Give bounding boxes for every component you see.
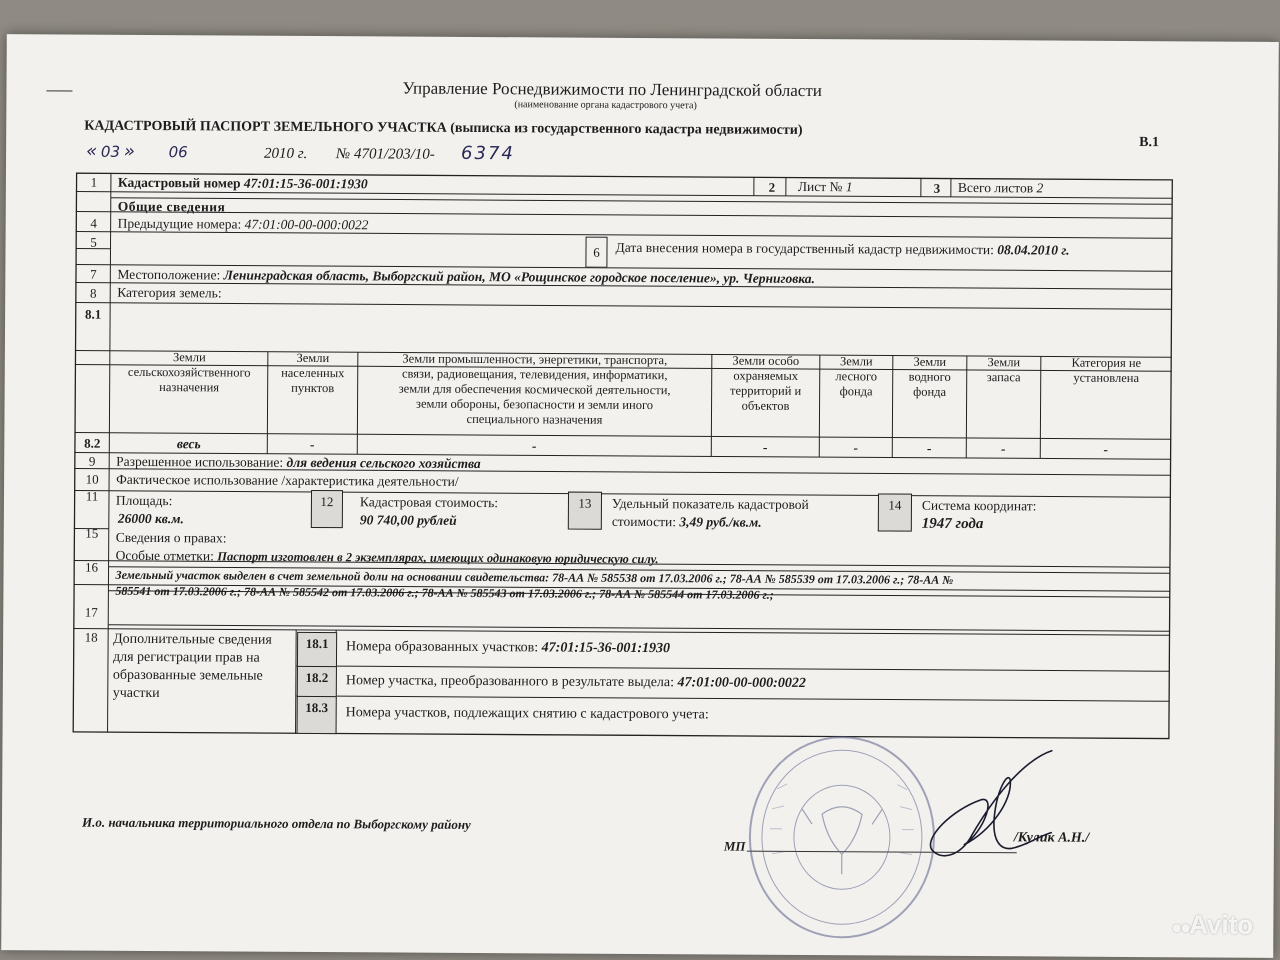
area-label: Площадь: bbox=[115, 492, 173, 509]
quote-close: » bbox=[123, 140, 135, 162]
cadastral-value-label: Кадастровая стоимость: bbox=[359, 494, 499, 511]
total-sheets-value: 2 bbox=[1036, 180, 1044, 196]
land-category-value-4: - bbox=[763, 439, 768, 455]
row-number-4: 4 bbox=[90, 215, 97, 231]
coordinate-system-value: 1947 года bbox=[921, 515, 984, 533]
land-category-value-7: - bbox=[1000, 441, 1006, 457]
formed-plots bbox=[346, 639, 670, 657]
land-category-header-1-line-1: Земли bbox=[172, 350, 206, 365]
land-category-header-3-line-3: земли для обеспечения космической деятельности, bbox=[398, 381, 671, 398]
official-title: И.о. начальника территориального отдела по Выборгскому району bbox=[81, 814, 471, 832]
land-category-header-2-line-3: пунктов bbox=[291, 380, 335, 396]
land-category-value-8: - bbox=[1103, 441, 1109, 457]
permitted-use-label: Разрешенное использование: bbox=[116, 453, 284, 470]
row-number-1: 1 bbox=[90, 174, 98, 190]
unit-value-label2: стоимости: bbox=[611, 513, 677, 530]
land-category-header-2-line-2: населенных bbox=[281, 365, 345, 381]
unit-value-line2 bbox=[612, 514, 762, 531]
formed-plots-value: 47:01:15-36-001:1930 bbox=[541, 640, 671, 657]
additional-info-label bbox=[113, 631, 272, 704]
row-number-17: 17 bbox=[84, 604, 98, 620]
source-plot-label: Номер участка, преобразованного в результате выдела: bbox=[345, 673, 675, 691]
area-value: 26000 кв.м. bbox=[117, 510, 184, 527]
row-number-16: 16 bbox=[85, 559, 99, 575]
cadastral-number-label: Кадастровый номер bbox=[117, 174, 241, 191]
land-category-header-6 bbox=[893, 355, 967, 400]
cell-number-13: 13 bbox=[568, 492, 602, 530]
passport-number: № 4701/203/10- bbox=[336, 146, 435, 163]
land-category-header-4-line-3: территорий и bbox=[729, 383, 802, 398]
cell-number-6: 6 bbox=[585, 237, 607, 268]
special-notes-label: Особые отметки: bbox=[115, 547, 214, 564]
location-label: Местоположение: bbox=[117, 266, 221, 283]
land-category-header-1 bbox=[111, 350, 268, 396]
special-notes bbox=[116, 548, 659, 567]
cell-number-18-2: 18.2 bbox=[297, 666, 337, 698]
row-number-5: 5 bbox=[90, 234, 97, 250]
land-category-header-7 bbox=[967, 355, 1041, 385]
additional-info-line2: для регистрации прав на bbox=[112, 649, 260, 666]
land-category-value-3: - bbox=[532, 438, 537, 454]
land-category-header-5 bbox=[820, 354, 893, 399]
land-category-header-3-line-4: земли обороны, безопасности и земли иного bbox=[416, 396, 654, 413]
row-number-18: 18 bbox=[84, 629, 98, 645]
land-category-value-2: - bbox=[310, 436, 315, 453]
previous-numbers-label: Предыдущие номера: bbox=[117, 215, 242, 232]
land-category-header-5-line-2: лесного bbox=[835, 369, 878, 384]
seal-place-label: МП bbox=[723, 838, 746, 854]
row-number-8: 8 bbox=[89, 285, 97, 301]
previous-numbers-value: 47:01:00-00-000:0022 bbox=[244, 216, 369, 233]
land-category-header-6-line-1: Земли bbox=[913, 354, 947, 369]
land-category-header-8-line-1: Категория не bbox=[1071, 355, 1142, 371]
cadastral-passport-sheet bbox=[1, 34, 1279, 958]
general-info-heading: Общие сведения bbox=[117, 198, 226, 215]
row-number-9: 9 bbox=[88, 453, 96, 469]
previous-numbers bbox=[118, 216, 369, 234]
land-category-header-5-line-3: фонда bbox=[839, 384, 873, 399]
land-category-header-7-line-2: запаса bbox=[986, 370, 1021, 385]
cadastral-value-value: 90 740,00 рублей bbox=[359, 512, 457, 528]
cell-number-14: 14 bbox=[878, 493, 912, 531]
additional-info-line1: Дополнительные сведения bbox=[113, 631, 272, 648]
land-category-value-1: весь bbox=[176, 436, 201, 452]
land-category-header-6-line-2: водного bbox=[908, 369, 951, 384]
land-category-header-4-line-2: охраняемых bbox=[733, 368, 799, 383]
avito-watermark-text: Avito bbox=[1189, 909, 1254, 940]
avito-watermark bbox=[1171, 909, 1253, 940]
cadastral-number-value: 47:01:15-36-001:1930 bbox=[243, 175, 368, 192]
avito-logo-icon: ●● bbox=[1171, 917, 1190, 938]
document-title bbox=[84, 119, 802, 139]
row-number-8-2: 8.2 bbox=[84, 435, 101, 451]
registration-date bbox=[615, 240, 1069, 259]
handwritten-day: 03 bbox=[100, 142, 121, 161]
row-number-8-1: 8.1 bbox=[84, 306, 102, 322]
row-number-15: 15 bbox=[85, 525, 99, 541]
registration-date-value: 08.04.2010 г. bbox=[997, 242, 1070, 258]
land-category-header-4-line-4: объектов bbox=[741, 398, 790, 413]
location-value: Ленинградская область, Выборгский район, МО «Рощинское городское поселение», ур. Черниговка. bbox=[223, 267, 816, 287]
land-category-header-4-line-1: Земли особо bbox=[732, 353, 800, 368]
row-number-11: 11 bbox=[85, 488, 99, 504]
land-category-header-1-line-2: сельскохозяйственного bbox=[127, 364, 251, 380]
document-title-sub: (выписка из государственного кадастра недвижимости) bbox=[450, 120, 803, 138]
cell-number-2: 2 bbox=[768, 179, 776, 195]
land-category-value-6: - bbox=[927, 440, 932, 456]
land-category-label: Категория земель: bbox=[117, 284, 222, 301]
rights-info-label: Сведения о правах: bbox=[115, 529, 227, 546]
land-category-headers bbox=[7, 34, 1279, 42]
signer-name: /Кулик А.Н./ bbox=[1013, 830, 1090, 846]
special-notes-line3: 585541 от 17.03.2006 г.; 78-АА № 585542 от 17.03.2006 г.; 78-АА № 585543 от 17.03.2006 г.; 78-АА № 585544 от 17.03.2006 г.; bbox=[115, 583, 774, 602]
cell-number-18-1: 18.1 bbox=[297, 632, 337, 668]
permitted-use-value: для ведения сельского хозяйства bbox=[286, 454, 481, 472]
cell-number-3: 3 bbox=[933, 180, 941, 196]
margin-dash bbox=[46, 90, 72, 91]
sheet-number-value: 1 bbox=[845, 179, 853, 195]
additional-info-line4: участки bbox=[112, 685, 160, 702]
land-category-header-3-line-2: связи, радиовещания, телевидения, информатики, bbox=[401, 366, 668, 383]
land-category-header-4 bbox=[712, 353, 820, 414]
land-category-header-1-line-3: назначения bbox=[159, 380, 220, 395]
total-sheets-label: Всего листов bbox=[957, 179, 1034, 196]
handwritten-month: 06 bbox=[168, 143, 188, 162]
land-category-header-2 bbox=[268, 351, 358, 397]
registration-date-label: Дата внесения номера в государственный кадастр недвижимости: bbox=[615, 239, 994, 258]
cadastral-number bbox=[118, 175, 368, 193]
special-notes-value: Паспорт изготовлен в 2 экземплярах, имеющих одинаковую юридическую силу. bbox=[217, 549, 659, 567]
form-code: В.1 bbox=[1139, 135, 1160, 151]
coordinate-system-label: Система координат: bbox=[921, 497, 1037, 514]
source-plot-value: 47:01:00-00-000:0022 bbox=[677, 675, 806, 692]
authority-name: Управление Роснедвижимости по Ленинградской области bbox=[402, 78, 822, 101]
authority-note: (наименование органа кадастрового учета) bbox=[514, 99, 697, 112]
sheet-number-label: Лист № bbox=[797, 178, 843, 195]
land-category-value-5: - bbox=[853, 440, 859, 456]
row-number-7: 7 bbox=[90, 266, 97, 282]
unit-value-label: Удельный показатель кадастровой bbox=[611, 495, 809, 513]
additional-info-line3: образованные земельные bbox=[112, 667, 263, 684]
source-plot bbox=[346, 673, 806, 692]
unit-value-value: 3,49 руб./кв.м. bbox=[679, 514, 762, 530]
issue-year: 2010 г. bbox=[264, 145, 308, 162]
permitted-use bbox=[116, 454, 481, 472]
handwritten-number: 6374 bbox=[461, 142, 515, 165]
land-category-header-3-line-5: специального назначения bbox=[466, 411, 603, 427]
date-line bbox=[86, 141, 188, 163]
quote-open: « bbox=[86, 140, 98, 162]
total-sheets bbox=[958, 180, 1044, 197]
formed-plots-label: Номера образованных участков: bbox=[346, 639, 539, 656]
land-category-header-8 bbox=[1041, 355, 1172, 386]
plots-to-remove-label: Номера участков, подлежащих снятию с кадастрового учета: bbox=[345, 705, 709, 723]
sheet-number bbox=[798, 179, 853, 195]
special-notes-line2: Земельный участок выделен в счет земельной доли на основании свидетельства: 78-АА № 585538 от 17.03.2006 г.; 78-АА № 585539 от 17.03.2006 г.; 78-АА № bbox=[115, 567, 954, 587]
land-category-header-2-line-1: Земли bbox=[296, 350, 330, 366]
cell-number-18-3: 18.3 bbox=[297, 696, 337, 734]
row-number-10: 10 bbox=[85, 471, 99, 487]
cell-number-12: 12 bbox=[311, 490, 343, 528]
handwritten-signature bbox=[902, 740, 1073, 871]
land-category-header-7-line-1: Земли bbox=[987, 355, 1021, 370]
land-category-header-3 bbox=[357, 351, 711, 428]
actual-use-label: Фактическое использование /характеристика деятельности/ bbox=[116, 471, 459, 489]
document-title-main: КАДАСТРОВЫЙ ПАСПОРТ ЗЕМЕЛЬНОГО УЧАСТКА bbox=[84, 118, 447, 136]
land-category-values bbox=[7, 34, 1279, 42]
land-category-header-3-line-1: Земли промышленности, энергетики, транспорта, bbox=[402, 351, 668, 368]
land-category-header-5-line-1: Земли bbox=[839, 354, 873, 369]
land-category-header-6-line-3: фонда bbox=[913, 384, 947, 399]
land-category-header-8-line-2: установлена bbox=[1073, 370, 1140, 386]
